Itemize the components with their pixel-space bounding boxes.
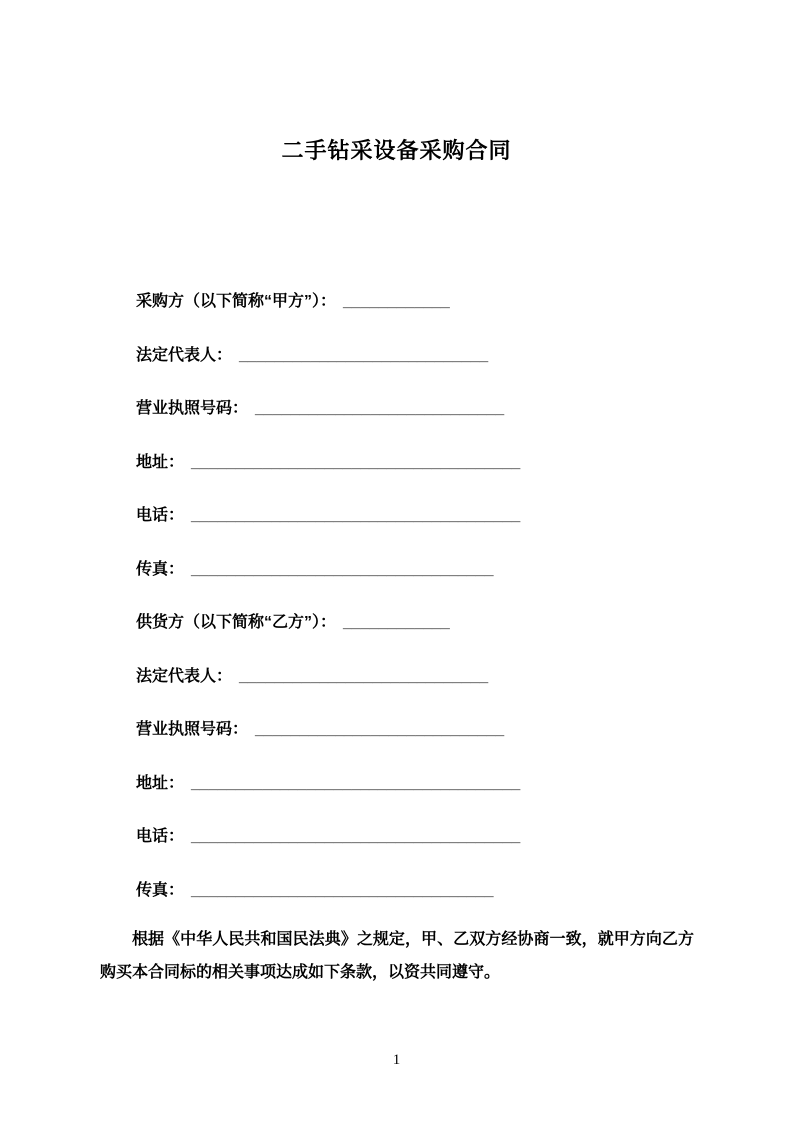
parties-form-section (100, 292, 694, 901)
field-label: 地址： (136, 774, 185, 792)
blank-line: _____________________________________ (191, 828, 521, 845)
blank-line: __________________________________ (191, 881, 494, 899)
field-label: 采购方（以下简称“甲方”）： (136, 293, 337, 310)
field-label: 法定代表人： (136, 346, 233, 364)
blank-line: _____________________________________ (191, 774, 521, 792)
form-line-supplier-legal-representative (136, 667, 694, 687)
blank-line: ____________________________ (255, 400, 505, 417)
form-line-buyer-address (136, 453, 694, 473)
form-line-supplier (136, 613, 694, 633)
form-line-buyer-phone (136, 506, 694, 526)
field-label: 传真： (136, 560, 185, 578)
field-label: 供货方（以下简称“乙方”）： (136, 614, 337, 631)
field-label: 法定代表人： (136, 667, 233, 685)
form-line-buyer-legal-representative (136, 346, 694, 366)
form-line-buyer-fax (136, 560, 694, 580)
intro-paragraph: 根据《中华人民共和国民法典》之规定，甲、乙双方经协商一致，就甲方向乙方购买本合同标的相关事项达成如下条款，以资共同遵守。 (100, 930, 694, 981)
page-number: 1 (392, 1052, 401, 1068)
field-label: 电话： (136, 507, 185, 524)
field-label: 传真： (136, 881, 185, 899)
field-label: 营业执照号码： (136, 400, 249, 417)
form-line-buyer-business-license (136, 399, 694, 419)
blank-line: _____________________________________ (191, 453, 521, 471)
blank-line: _____________________________________ (191, 507, 521, 524)
blank-line: ____________________________ (239, 667, 489, 685)
blank-line: __________________________________ (191, 560, 494, 578)
blank-line: ____________ (343, 293, 450, 310)
form-line-supplier-business-license (136, 720, 694, 740)
blank-line: ____________ (343, 614, 450, 631)
document-title: 二手钻采设备采购合同 (281, 138, 512, 163)
form-line-supplier-address (136, 774, 694, 794)
blank-line: ____________________________ (239, 346, 489, 364)
form-line-buyer (136, 292, 694, 312)
form-line-supplier-fax (136, 881, 694, 901)
field-label: 电话： (136, 828, 185, 845)
field-label: 营业执照号码： (136, 721, 249, 738)
field-label: 地址： (136, 453, 185, 471)
form-line-supplier-phone (136, 827, 694, 847)
blank-line: ____________________________ (255, 721, 505, 738)
